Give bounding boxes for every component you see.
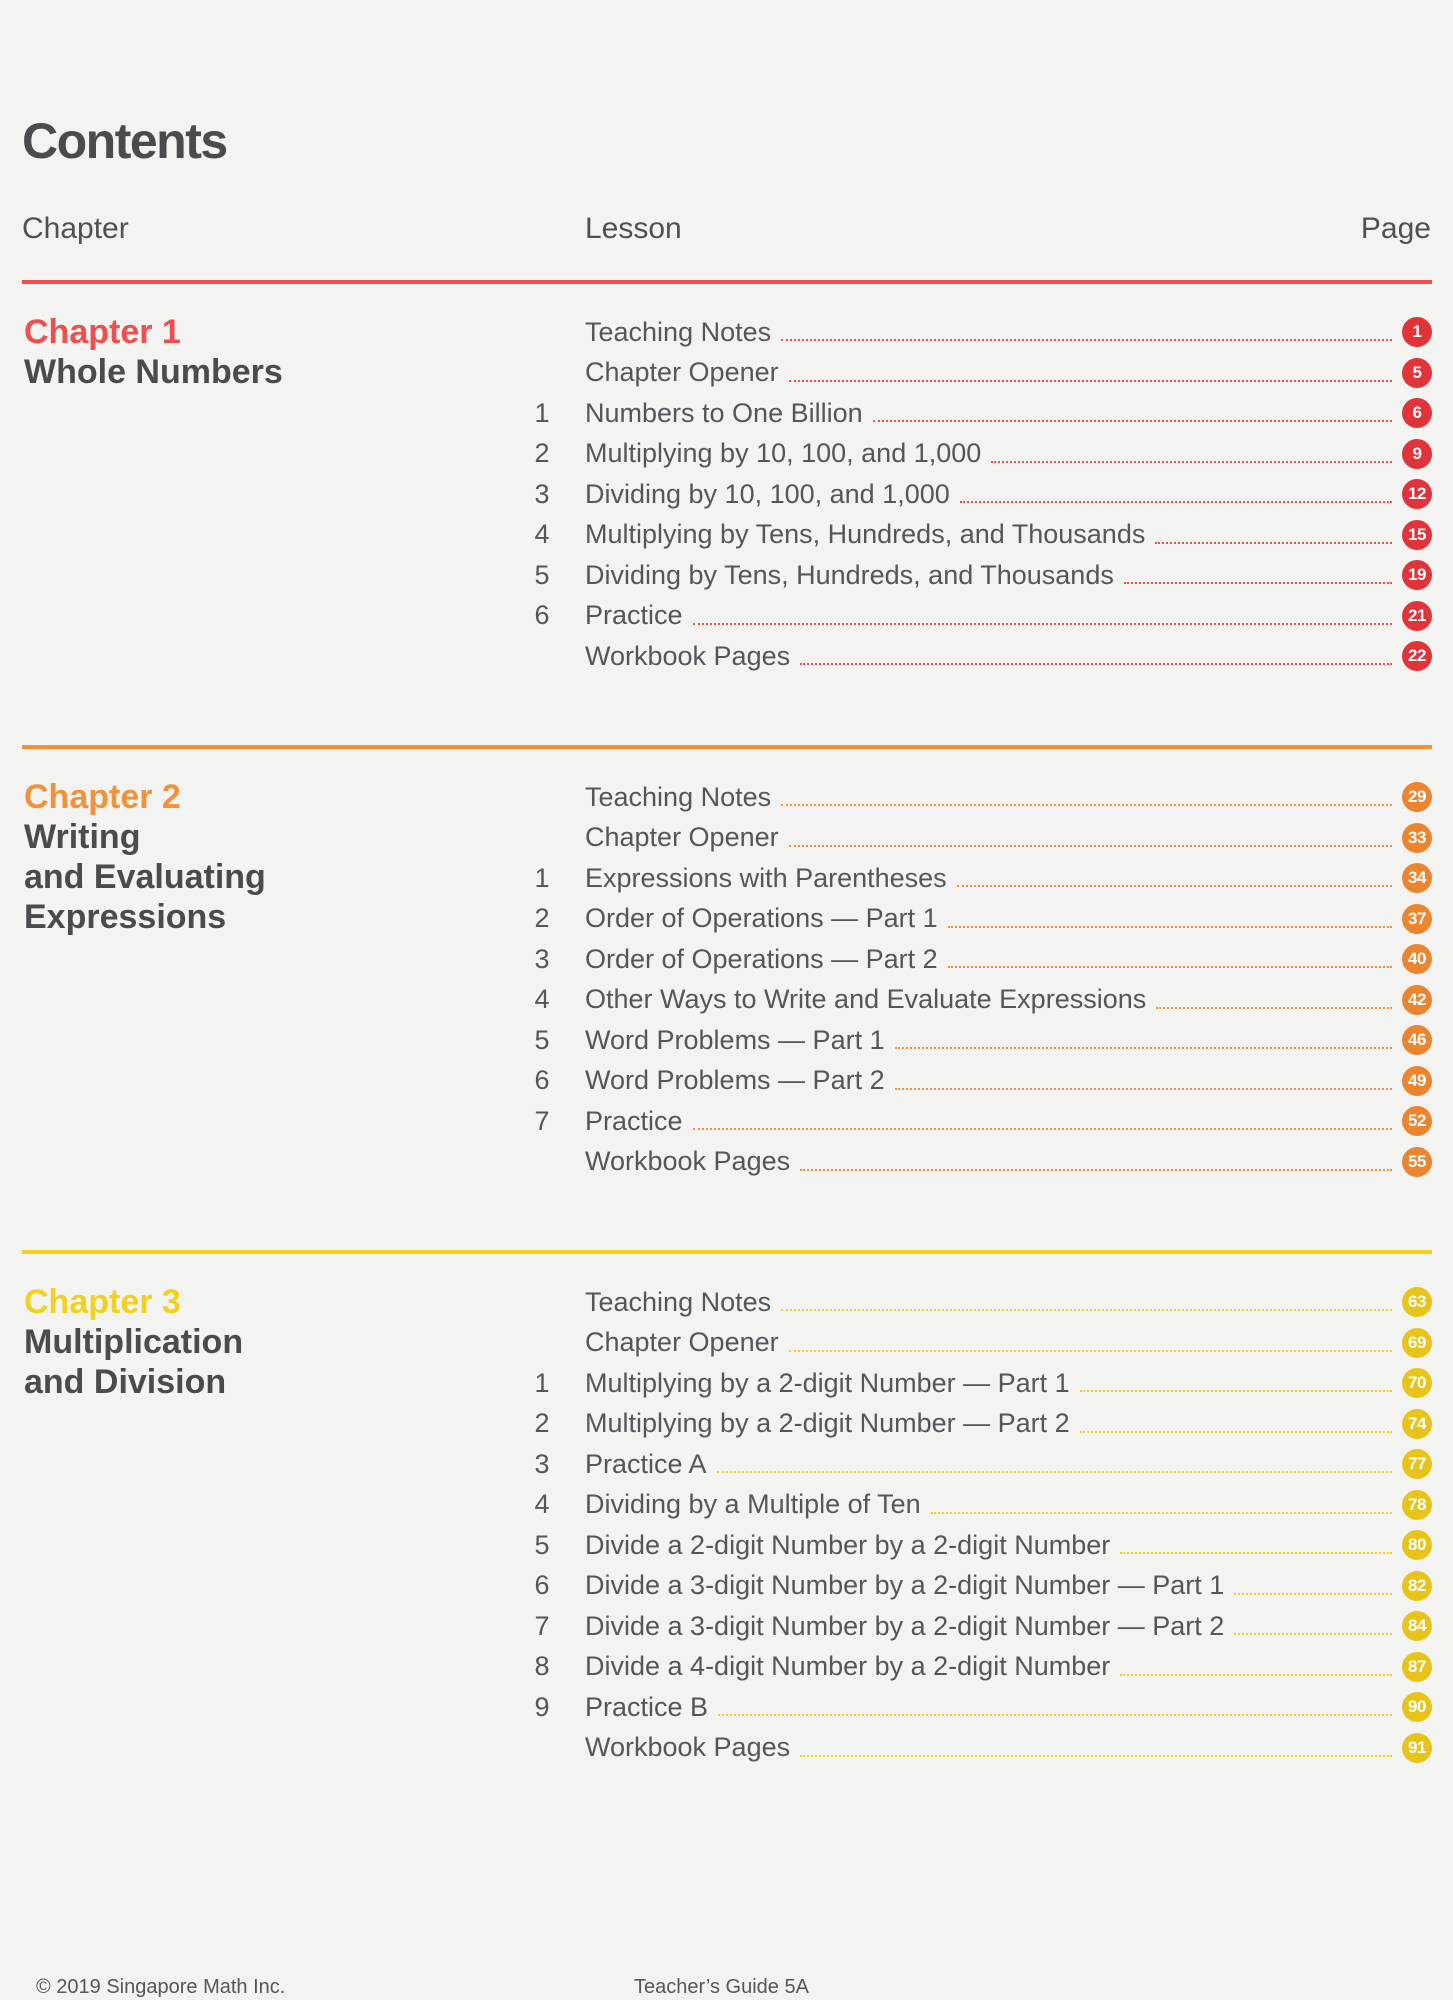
page-number-badge: 55	[1402, 1147, 1432, 1177]
lesson-number: 7	[534, 1105, 550, 1136]
lesson-number: 5	[534, 1024, 550, 1055]
lesson-row	[522, 1728, 1432, 1769]
page-number-badge: 22	[1402, 641, 1432, 671]
dotted-leader	[1124, 582, 1392, 584]
chapter-title-line: Writing	[24, 818, 141, 856]
dotted-leader	[948, 926, 1392, 928]
page-number-badge: 19	[1402, 560, 1432, 590]
page-number-badge: 52	[1402, 1106, 1432, 1136]
lesson-title: Dividing by 10, 100, and 1,000	[585, 478, 950, 509]
page-number-badge: 34	[1402, 863, 1432, 893]
lesson-title: Other Ways to Write and Evaluate Expressions	[585, 984, 1147, 1015]
lesson-row	[522, 1444, 1432, 1485]
lesson-row	[522, 1566, 1432, 1607]
dotted-leader	[781, 339, 1392, 341]
dotted-leader	[781, 1309, 1392, 1311]
lesson-number: 1	[534, 862, 550, 893]
lesson-number: 4	[534, 1489, 550, 1520]
chapter-title-line: Expressions	[24, 898, 227, 936]
lesson-row	[522, 818, 1432, 859]
lesson-title: Divide a 2-digit Number by a 2-digit Number	[585, 1529, 1111, 1560]
page-number-badge: 1	[1402, 317, 1432, 347]
lesson-row	[522, 1020, 1432, 1061]
dotted-leader	[1080, 1431, 1392, 1433]
lesson-row	[522, 434, 1432, 475]
lesson-row	[522, 393, 1432, 434]
lesson-number: 3	[534, 943, 550, 974]
lesson-number: 1	[534, 1367, 550, 1398]
chapter-title-line: and Division	[24, 1363, 227, 1401]
page-number-badge: 29	[1402, 782, 1432, 812]
lesson-row	[522, 939, 1432, 980]
lesson-title: Numbers to One Billion	[585, 397, 863, 428]
lesson-title: Word Problems — Part 1	[585, 1024, 885, 1055]
page-number-badge: 70	[1402, 1368, 1432, 1398]
lesson-row	[522, 1061, 1432, 1102]
lesson-number: 1	[534, 397, 550, 428]
lesson-title: Order of Operations — Part 1	[585, 903, 938, 934]
dotted-leader	[800, 1169, 1392, 1171]
lesson-number: 9	[534, 1691, 550, 1722]
page-number-badge: 12	[1402, 479, 1432, 509]
lesson-row	[522, 1606, 1432, 1647]
lesson-title: Multiplying by a 2-digit Number — Part 2	[585, 1408, 1070, 1439]
lesson-number: 6	[534, 1065, 550, 1096]
lesson-row	[522, 596, 1432, 637]
lesson-row	[522, 555, 1432, 596]
lesson-row	[522, 1282, 1432, 1323]
dotted-leader	[1234, 1593, 1392, 1595]
page-number-badge: 37	[1402, 904, 1432, 934]
dotted-leader	[895, 1088, 1392, 1090]
dotted-leader	[1080, 1390, 1392, 1392]
lesson-row	[522, 353, 1432, 394]
page-number-badge: 91	[1402, 1733, 1432, 1763]
footer-book-title: Teacher’s Guide 5A	[634, 1976, 809, 1998]
dotted-leader	[957, 885, 1392, 887]
column-header-lesson: Lesson	[585, 212, 682, 245]
lesson-list	[522, 1282, 1432, 1768]
dotted-leader	[693, 1128, 1392, 1130]
page-number-badge: 77	[1402, 1449, 1432, 1479]
dotted-leader	[781, 804, 1392, 806]
lesson-list	[522, 777, 1432, 1182]
chapter-title	[24, 1322, 424, 1402]
dotted-leader	[960, 501, 1392, 503]
lesson-title: Practice	[585, 600, 683, 631]
page-number-badge: 33	[1402, 823, 1432, 853]
chapter-label: Chapter 3	[24, 1283, 181, 1321]
lesson-title: Order of Operations — Part 2	[585, 943, 938, 974]
lesson-row	[522, 1142, 1432, 1183]
lesson-row	[522, 312, 1432, 353]
chapter-title	[24, 352, 424, 392]
lesson-title: Practice A	[585, 1448, 707, 1479]
lesson-title: Dividing by a Multiple of Ten	[585, 1489, 921, 1520]
chapter-title	[24, 817, 424, 937]
page-number-badge: 5	[1402, 358, 1432, 388]
chapter-label: Chapter 2	[24, 778, 181, 816]
page-number-badge: 90	[1402, 1692, 1432, 1722]
page-number-badge: 6	[1402, 398, 1432, 428]
dotted-leader	[991, 461, 1392, 463]
lesson-title: Expressions with Parentheses	[585, 862, 947, 893]
lesson-title: Dividing by Tens, Hundreds, and Thousands	[585, 559, 1114, 590]
page-number-badge: 74	[1402, 1409, 1432, 1439]
lesson-title: Divide a 3-digit Number by a 2-digit Number — Part 2	[585, 1610, 1225, 1641]
page-number-badge: 87	[1402, 1652, 1432, 1682]
page-number-badge: 78	[1402, 1490, 1432, 1520]
lesson-title: Multiplying by Tens, Hundreds, and Thousands	[585, 519, 1146, 550]
lesson-row	[522, 858, 1432, 899]
dotted-leader	[1155, 542, 1392, 544]
lesson-title: Multiplying by 10, 100, and 1,000	[585, 438, 982, 469]
page-number-badge: 49	[1402, 1066, 1432, 1096]
lesson-row	[522, 515, 1432, 556]
lesson-number: 2	[534, 903, 550, 934]
lesson-row	[522, 1404, 1432, 1445]
lesson-row	[522, 474, 1432, 515]
page-number-badge: 15	[1402, 520, 1432, 550]
lesson-title: Teaching Notes	[585, 1286, 772, 1317]
lesson-row	[522, 1525, 1432, 1566]
dotted-leader	[895, 1047, 1392, 1049]
lesson-number: 6	[534, 600, 550, 631]
lesson-row	[522, 1101, 1432, 1142]
lesson-title: Multiplying by a 2-digit Number — Part 1	[585, 1367, 1070, 1398]
dotted-leader	[873, 420, 1392, 422]
page-title: Contents	[22, 113, 227, 169]
page-number-badge: 9	[1402, 439, 1432, 469]
footer-copyright: © 2019 Singapore Math Inc.	[36, 1976, 286, 1998]
lesson-title: Word Problems — Part 2	[585, 1065, 885, 1096]
lesson-row	[522, 1647, 1432, 1688]
lesson-row	[522, 1485, 1432, 1526]
lesson-number: 5	[534, 1529, 550, 1560]
chapter-title-line: Whole Numbers	[24, 353, 283, 391]
lesson-row	[522, 899, 1432, 940]
chapter-title-line: Multiplication	[24, 1323, 244, 1361]
page-number-badge: 42	[1402, 985, 1432, 1015]
page-number-badge: 40	[1402, 944, 1432, 974]
lesson-row	[522, 777, 1432, 818]
lesson-title: Chapter Opener	[585, 1327, 779, 1358]
lesson-title: Workbook Pages	[585, 640, 791, 671]
lesson-number: 4	[534, 519, 550, 550]
dotted-leader	[800, 663, 1392, 665]
page-number-badge: 69	[1402, 1328, 1432, 1358]
lesson-row	[522, 980, 1432, 1021]
dotted-leader	[789, 380, 1392, 382]
dotted-leader	[948, 966, 1392, 968]
chapter-title-line: and Evaluating	[24, 858, 266, 896]
dotted-leader	[693, 623, 1392, 625]
lesson-number: 8	[534, 1651, 550, 1682]
lesson-title: Workbook Pages	[585, 1732, 791, 1763]
lesson-number: 2	[534, 1408, 550, 1439]
dotted-leader	[800, 1755, 1392, 1757]
column-header-page: Page	[1360, 212, 1431, 245]
page-number-badge: 21	[1402, 601, 1432, 631]
lesson-number: 3	[534, 478, 550, 509]
page-number-badge: 82	[1402, 1571, 1432, 1601]
dotted-leader	[931, 1512, 1392, 1514]
lesson-row	[522, 636, 1432, 677]
dotted-leader	[789, 1350, 1392, 1352]
dotted-leader	[1234, 1633, 1392, 1635]
page-number-badge: 80	[1402, 1530, 1432, 1560]
lesson-row	[522, 1323, 1432, 1364]
page-number-badge: 46	[1402, 1025, 1432, 1055]
chapter-divider	[22, 1250, 1432, 1254]
lesson-title: Practice B	[585, 1691, 709, 1722]
dotted-leader	[1120, 1674, 1392, 1676]
lesson-title: Teaching Notes	[585, 316, 772, 347]
lesson-number: 7	[534, 1610, 550, 1641]
lesson-number: 6	[534, 1570, 550, 1601]
chapter-divider	[22, 280, 1432, 284]
dotted-leader	[1156, 1007, 1392, 1009]
lesson-title: Divide a 4-digit Number by a 2-digit Number	[585, 1651, 1111, 1682]
lesson-number: 2	[534, 438, 550, 469]
chapter-divider	[22, 745, 1432, 749]
page-number-badge: 84	[1402, 1611, 1432, 1641]
lesson-title: Divide a 3-digit Number by a 2-digit Number — Part 1	[585, 1570, 1225, 1601]
chapter-label: Chapter 1	[24, 313, 181, 351]
dotted-leader	[1120, 1552, 1392, 1554]
lesson-number: 4	[534, 984, 550, 1015]
lesson-row	[522, 1687, 1432, 1728]
lesson-title: Chapter Opener	[585, 822, 779, 853]
dotted-leader	[718, 1714, 1392, 1716]
lesson-title: Practice	[585, 1105, 683, 1136]
page-number-badge: 63	[1402, 1287, 1432, 1317]
column-header-chapter: Chapter	[22, 212, 129, 245]
lesson-title: Teaching Notes	[585, 781, 772, 812]
lesson-number: 3	[534, 1448, 550, 1479]
lesson-title: Workbook Pages	[585, 1146, 791, 1177]
lesson-title: Chapter Opener	[585, 357, 779, 388]
lesson-list	[522, 312, 1432, 677]
lesson-row	[522, 1363, 1432, 1404]
dotted-leader	[717, 1471, 1392, 1473]
lesson-number: 5	[534, 559, 550, 590]
dotted-leader	[789, 845, 1392, 847]
